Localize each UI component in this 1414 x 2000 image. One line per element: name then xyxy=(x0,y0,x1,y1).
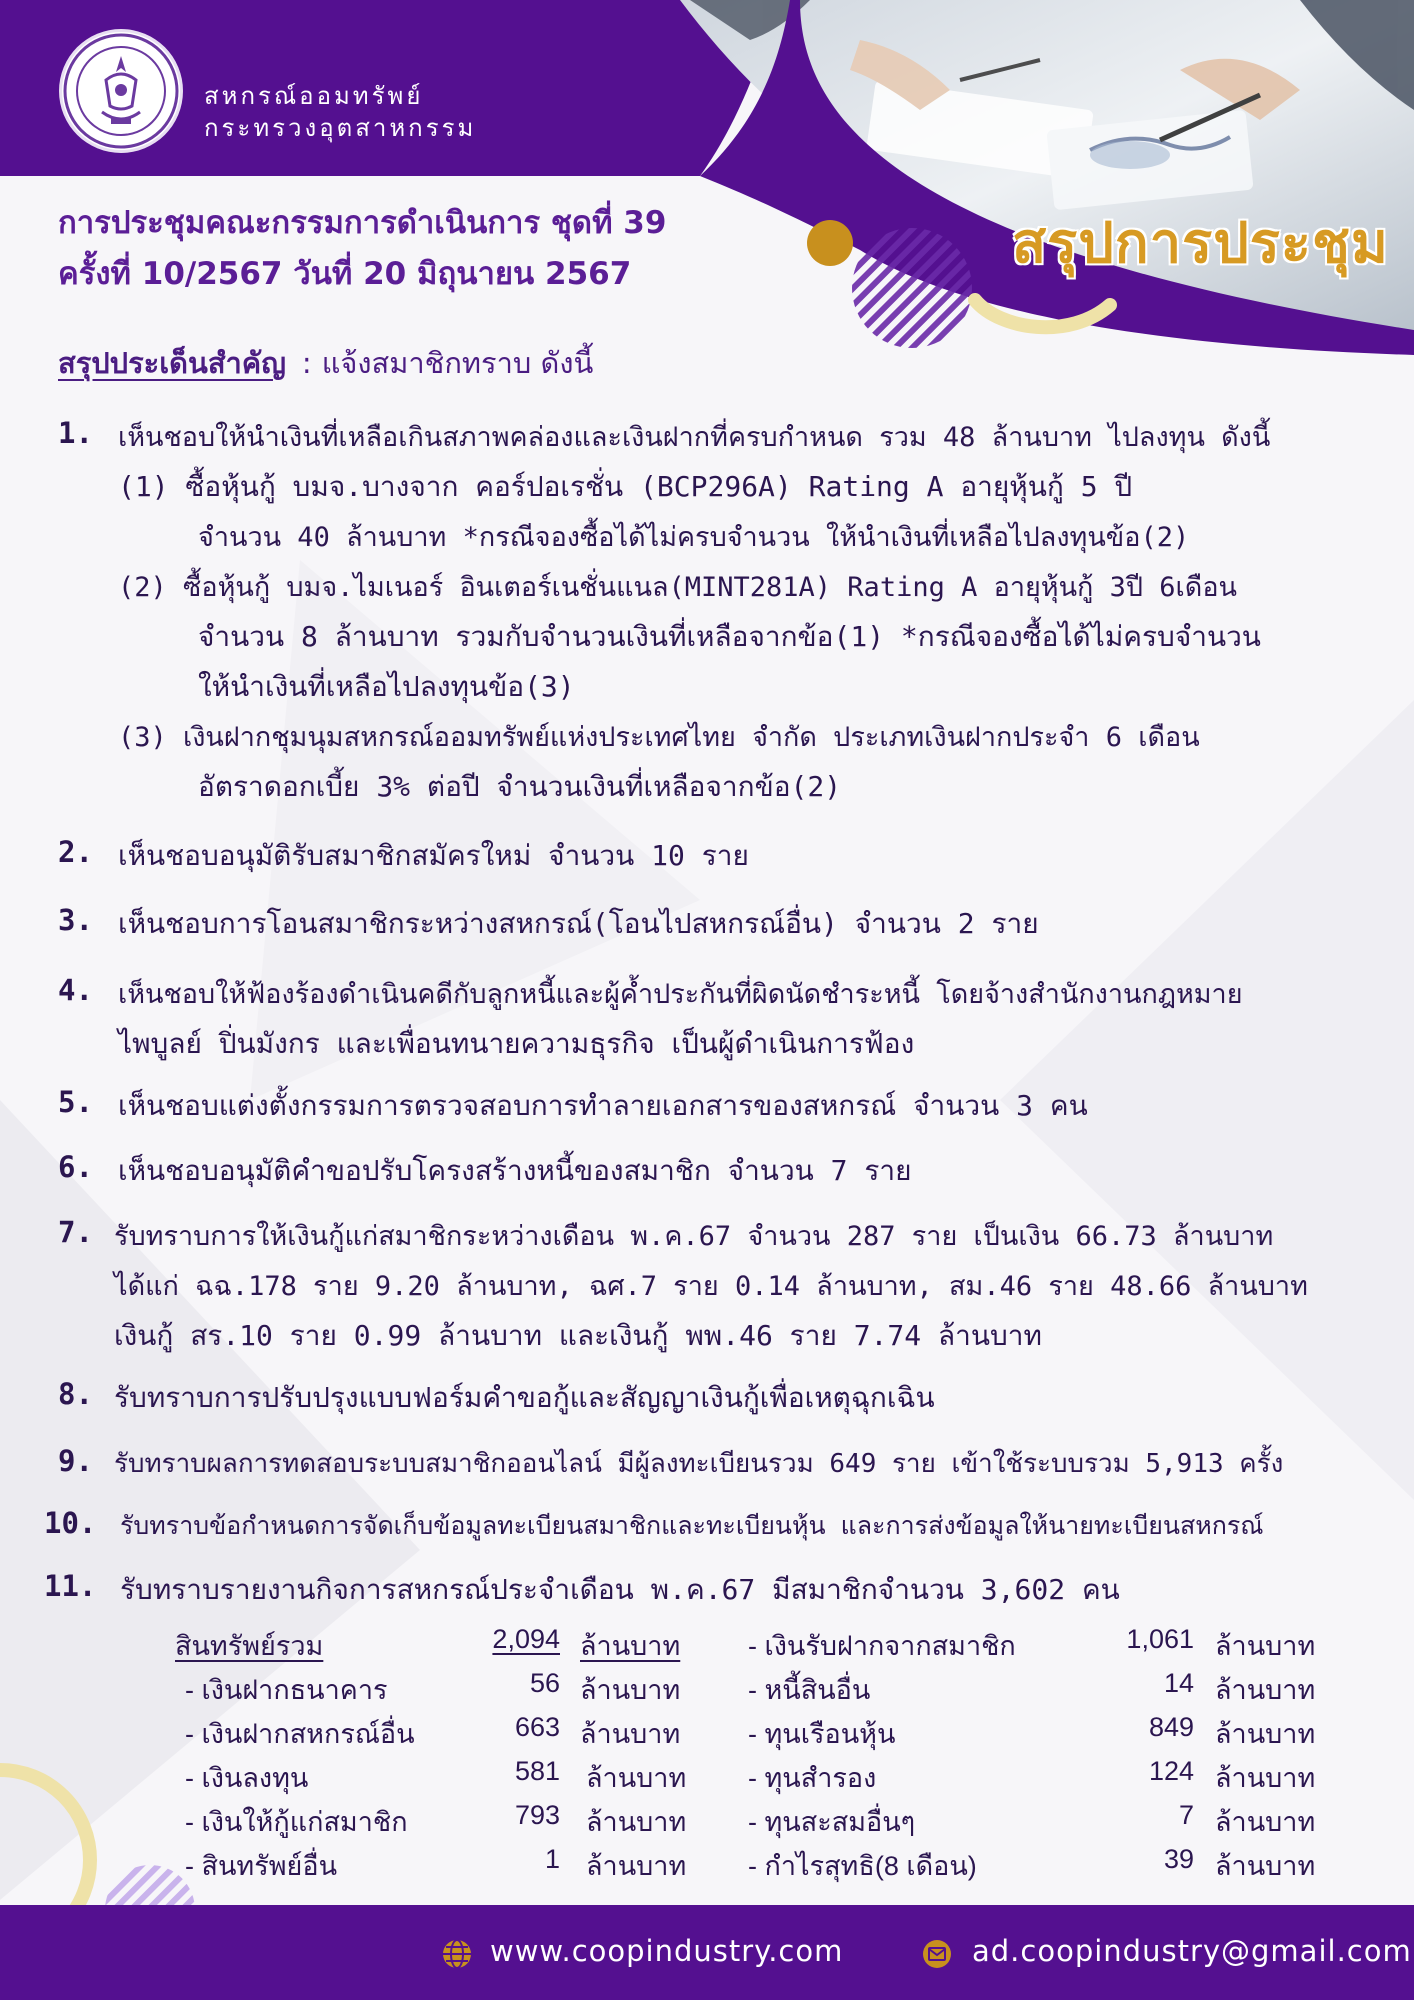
organization-name xyxy=(204,80,476,144)
total-assets-label: สินทรัพย์รวม xyxy=(175,1631,324,1661)
fin-value: 581 xyxy=(514,1756,560,1786)
header xyxy=(0,0,1414,360)
item-text: เห็นชอบให้ฟ้องร้องดำเนินคดีกับลูกหนี้และผู้ค้ำประกันที่ผิดนัดชำระหนี้ โดยจ้างสำนักงานกฎหมาย xyxy=(118,979,1243,1010)
item-text: จำนวน 8 ล้านบาท รวมกับจำนวนเงินที่เหลือจากข้อ(1) *กรณีจองซื้อได้ไม่ครบจำนวน xyxy=(198,620,1261,653)
item-text: เงินกู้ สร.10 ราย 0.99 ล้านบาท และเงินกู้ พพ.46 ราย 7.74 ล้านบาท xyxy=(114,1319,1042,1352)
fin-value: 39 xyxy=(1163,1844,1194,1874)
item-number: 5. xyxy=(58,1085,93,1119)
fin-unit: ล้านบาท xyxy=(586,1763,687,1793)
item-number: 1. xyxy=(58,416,93,450)
key-points-separator: : xyxy=(301,346,312,380)
fin-unit: ล้านบาท xyxy=(586,1851,687,1881)
fin-label: - เงินฝากธนาคาร xyxy=(185,1675,388,1705)
item-text: รับทราบการให้เงินกู้แก่สมาชิกระหว่างเดือน พ.ค.67 จำนวน 287 ราย เป็นเงิน 66.73 ล้านบาท xyxy=(114,1221,1274,1252)
item-text: รับทราบผลการทดสอบระบบสมาชิกออนไลน์ มีผู้ลงทะเบียนรวม 649 ราย เข้าใช้ระบบรวม 5,913 ครั้ง xyxy=(114,1449,1284,1479)
item-text: เห็นชอบให้นำเงินที่เหลือเกินสภาพคล่องและเงินฝากที่ครบกำหนด รวม 48 ล้านบาท ไปลงทุน ดังนี้ xyxy=(118,422,1271,453)
item-number: 2. xyxy=(58,835,93,869)
key-points-heading xyxy=(58,340,593,386)
item-text: (1) ซื้อหุ้นกู้ บมจ.บางจาก คอร์ปอเรชั่น (BCP296A) Rating A อายุหุ้นกู้ 5 ปี xyxy=(118,470,1133,503)
fin-label: - ทุนสะสมอื่นๆ xyxy=(748,1807,916,1837)
item-text: (3) เงินฝากชุมนุมสหกรณ์ออมทรัพย์แห่งประเทศไทย จำกัด ประเภทเงินฝากประจำ 6 เดือน xyxy=(118,722,1200,753)
fin-label: - สินทรัพย์อื่น xyxy=(185,1851,338,1881)
meeting-title-line1: การประชุมคณะกรรมการดำเนินการ ชุดที่ 39 xyxy=(58,205,667,241)
item-text: อัตราดอกเบี้ย 3% ต่อปี จำนวนเงินที่เหลือจากข้อ(2) xyxy=(198,770,842,803)
cooperative-logo xyxy=(62,32,180,150)
item-text: เห็นชอบอนุมัติคำขอปรับโครงสร้างหนี้ของสมาชิก จำนวน 7 ราย xyxy=(118,1154,912,1187)
meeting-title xyxy=(58,198,666,300)
total-assets-unit: ล้านบาท xyxy=(580,1631,681,1661)
item-number: 11. xyxy=(44,1569,97,1603)
fin-label: - หนี้สินอื่น xyxy=(748,1675,871,1705)
org-name-line1: สหกรณ์ออมทรัพย์ xyxy=(204,82,424,110)
fin-unit: ล้านบาท xyxy=(1215,1675,1316,1705)
item-text: เห็นชอบการโอนสมาชิกระหว่างสหกรณ์(โอนไปสหกรณ์อื่น) จำนวน 2 ราย xyxy=(118,907,1039,940)
fin-unit: ล้านบาท xyxy=(1215,1763,1316,1793)
key-points-title: สรุปประเด็นสำคัญ xyxy=(58,346,286,380)
fin-value: 14 xyxy=(1163,1668,1194,1698)
meeting-title-line2: ครั้งที่ 10/2567 วันที่ 20 มิถุนายน 2567 xyxy=(58,256,632,292)
fin-value: 7 xyxy=(1178,1800,1194,1830)
globe-icon xyxy=(441,1938,473,1974)
item-text: รับทราบการปรับปรุงแบบฟอร์มคำขอกู้และสัญญาเงินกู้เพื่อเหตุฉุกเฉิน xyxy=(114,1381,935,1414)
item-text: เห็นชอบอนุมัติรับสมาชิกสมัครใหม่ จำนวน 10 ราย xyxy=(118,839,749,872)
fin-label: - เงินลงทุน xyxy=(185,1763,309,1793)
email-link[interactable]: ad.coopindustry@gmail.com xyxy=(972,1934,1412,1968)
fin-unit: ล้านบาท xyxy=(580,1719,681,1749)
item-text: รับทราบรายงานกิจการสหกรณ์ประจำเดือน พ.ค.67 มีสมาชิกจำนวน 3,602 คน xyxy=(120,1573,1120,1606)
item-number: 9. xyxy=(58,1444,93,1478)
fin-unit: ล้านบาท xyxy=(586,1807,687,1837)
fin-label: - เงินให้กู้แก่สมาชิก xyxy=(185,1807,408,1837)
item-text: รับทราบข้อกำหนดการจัดเก็บข้อมูลทะเบียนสมาชิกและทะเบียนหุ้น และการส่งข้อมูลให้นายทะเบียนสหกรณ์ xyxy=(120,1511,1264,1540)
fin-value: 663 xyxy=(514,1712,560,1742)
fin-unit: ล้านบาท xyxy=(1215,1807,1316,1837)
item-text: จำนวน 40 ล้านบาท *กรณีจองซื้อได้ไม่ครบจำนวน ให้นำเงินที่เหลือไปลงทุนข้อ(2) xyxy=(198,522,1190,553)
fin-label: - ทุนสำรอง xyxy=(748,1763,877,1793)
total-assets-value: 2,094 xyxy=(492,1624,560,1654)
fin-unit: ล้านบาท xyxy=(1215,1631,1316,1661)
org-name-line2: กระทรวงอุตสาหกรรม xyxy=(204,114,477,142)
item-number: 7. xyxy=(58,1215,93,1249)
key-points-intro: แจ้งสมาชิกทราบ ดังนี้ xyxy=(321,346,594,380)
fin-value: 1 xyxy=(544,1844,560,1874)
item-number: 3. xyxy=(58,903,93,937)
item-number: 10. xyxy=(44,1506,97,1540)
item-text: (2) ซื้อหุ้นกู้ บมจ.ไมเนอร์ อินเตอร์เนชั่นแนล(MINT281A) Rating A อายุหุ้นกู้ 3ปี 6เดือน xyxy=(118,572,1237,603)
item-number: 4. xyxy=(58,973,93,1007)
item-number: 8. xyxy=(58,1377,93,1411)
item-text: เห็นชอบแต่งตั้งกรรมการตรวจสอบการทำลายเอกสารของสหกรณ์ จำนวน 3 คน xyxy=(118,1089,1088,1122)
fin-unit: ล้านบาท xyxy=(1215,1719,1316,1749)
fin-value: 56 xyxy=(529,1668,560,1698)
fin-value: 1,061 xyxy=(1126,1624,1194,1654)
item-text: ไพบูลย์ ปิ่นมังกร และเพื่อนทนายความธุรกิจ เป็นผู้ดำเนินการฟ้อง xyxy=(118,1027,915,1060)
item-number: 6. xyxy=(58,1150,93,1184)
fin-label: - เงินฝากสหกรณ์อื่น xyxy=(185,1719,415,1749)
item-text: ได้แก่ ฉฉ.178 ราย 9.20 ล้านบาท, ฉศ.7 ราย 0.14 ล้านบาท, สม.46 ราย 48.66 ล้านบาท xyxy=(114,1271,1308,1302)
fin-value: 124 xyxy=(1148,1756,1194,1786)
fin-label: - ทุนเรือนหุ้น xyxy=(748,1719,896,1749)
fin-label: - กำไรสุทธิ(8 เดือน) xyxy=(748,1851,977,1881)
website-link[interactable]: www.coopindustry.com xyxy=(490,1934,844,1968)
fin-unit: ล้านบาท xyxy=(1215,1851,1316,1881)
fin-unit: ล้านบาท xyxy=(580,1675,681,1705)
item-text: ให้นำเงินที่เหลือไปลงทุนข้อ(3) xyxy=(198,670,575,703)
fin-label: - เงินรับฝากจากสมาชิก xyxy=(748,1631,1016,1661)
fin-value: 793 xyxy=(514,1800,560,1830)
summary-badge: สรุปการประชุม xyxy=(1012,210,1389,276)
mail-icon xyxy=(921,1938,953,1974)
fin-value: 849 xyxy=(1148,1712,1194,1742)
